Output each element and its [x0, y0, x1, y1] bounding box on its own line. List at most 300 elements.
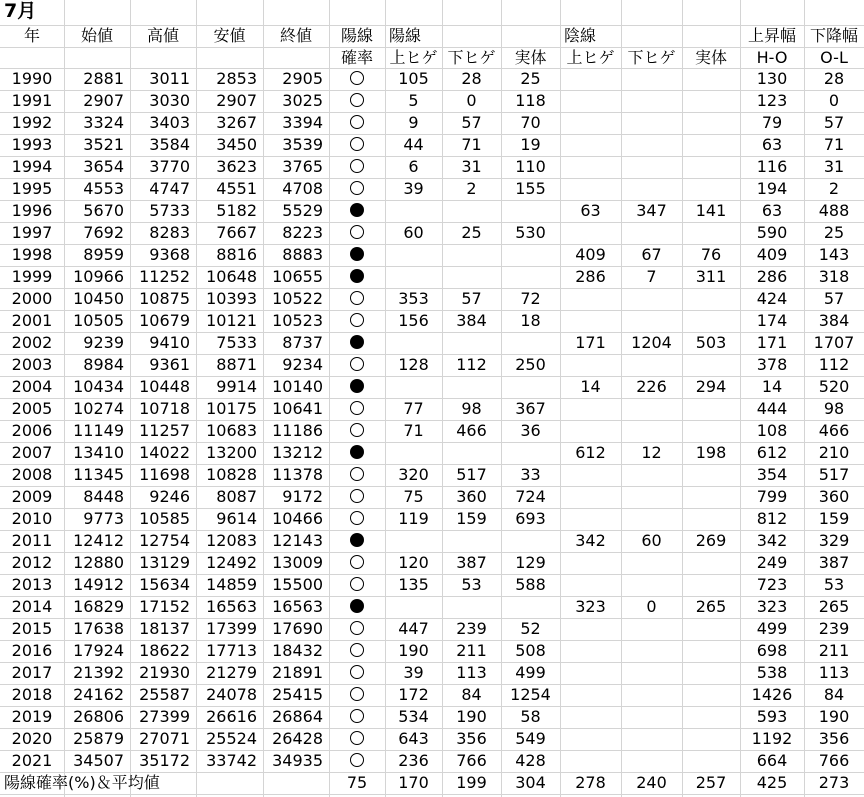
- data-cell[interactable]: 25: [520, 69, 541, 88]
- column-subheader[interactable]: 上ヒゲ: [566, 48, 615, 67]
- data-cell[interactable]: 119: [398, 509, 429, 528]
- data-cell[interactable]: 28: [823, 69, 845, 88]
- data-cell[interactable]: 5529: [282, 201, 323, 220]
- data-cell[interactable]: 25879: [73, 729, 124, 748]
- data-cell[interactable]: 12492: [206, 553, 257, 572]
- data-cell[interactable]: 10641: [272, 399, 323, 418]
- data-cell[interactable]: 353: [398, 289, 429, 308]
- year-cell[interactable]: 1999: [11, 267, 53, 286]
- candle-type-cell[interactable]: [329, 530, 385, 552]
- data-cell[interactable]: 113: [456, 663, 487, 682]
- data-cell[interactable]: 14859: [206, 575, 257, 594]
- data-cell[interactable]: 33: [520, 465, 541, 484]
- data-cell[interactable]: 12880: [73, 553, 124, 572]
- data-cell[interactable]: 3324: [83, 113, 124, 132]
- column-header[interactable]: 上昇幅: [747, 26, 796, 45]
- data-cell[interactable]: 3394: [282, 113, 323, 132]
- data-cell[interactable]: 534: [398, 707, 429, 726]
- data-cell[interactable]: 320: [398, 465, 429, 484]
- column-subheader[interactable]: H-O: [756, 48, 788, 67]
- year-cell[interactable]: 2005: [11, 399, 53, 418]
- column-subheader[interactable]: O-L: [820, 48, 848, 67]
- data-cell[interactable]: 724: [515, 487, 546, 506]
- candle-type-cell[interactable]: [329, 552, 385, 574]
- data-cell[interactable]: 39: [403, 179, 424, 198]
- data-cell[interactable]: 488: [818, 201, 850, 220]
- summary-value[interactable]: 170: [398, 773, 429, 792]
- data-cell[interactable]: 11257: [139, 421, 190, 440]
- data-cell[interactable]: 190: [818, 707, 850, 726]
- candle-type-cell[interactable]: [329, 288, 385, 310]
- data-cell[interactable]: 194: [756, 179, 788, 198]
- candle-type-cell[interactable]: [329, 574, 385, 596]
- data-cell[interactable]: 2: [466, 179, 477, 198]
- data-cell[interactable]: 31: [823, 157, 845, 176]
- data-cell[interactable]: 643: [398, 729, 429, 748]
- data-cell[interactable]: 239: [818, 619, 850, 638]
- data-cell[interactable]: 52: [520, 619, 541, 638]
- candle-type-cell[interactable]: [329, 200, 385, 222]
- data-cell[interactable]: 116: [756, 157, 788, 176]
- data-cell[interactable]: 159: [456, 509, 487, 528]
- data-cell[interactable]: 8984: [83, 355, 124, 374]
- data-cell[interactable]: 7667: [216, 223, 257, 242]
- candle-type-cell[interactable]: [329, 178, 385, 200]
- data-cell[interactable]: 10505: [73, 311, 124, 330]
- year-cell[interactable]: 2007: [11, 443, 53, 462]
- summary-value[interactable]: 425: [756, 773, 788, 792]
- data-cell[interactable]: 447: [398, 619, 429, 638]
- data-cell[interactable]: 108: [756, 421, 788, 440]
- data-cell[interactable]: 3025: [282, 91, 323, 110]
- data-cell[interactable]: 10466: [272, 509, 323, 528]
- data-cell[interactable]: 26428: [272, 729, 323, 748]
- data-cell[interactable]: 17152: [139, 597, 190, 616]
- year-cell[interactable]: 1992: [11, 113, 53, 132]
- data-cell[interactable]: 3654: [83, 157, 124, 176]
- column-header[interactable]: 年: [23, 26, 40, 45]
- data-cell[interactable]: 57: [823, 289, 845, 308]
- candle-type-cell[interactable]: [329, 618, 385, 640]
- data-cell[interactable]: 16563: [272, 597, 323, 616]
- data-cell[interactable]: 444: [756, 399, 788, 418]
- data-cell[interactable]: 156: [398, 311, 429, 330]
- year-cell[interactable]: 1998: [11, 245, 53, 264]
- data-cell[interactable]: 63: [761, 135, 783, 154]
- candle-type-cell[interactable]: [329, 486, 385, 508]
- data-cell[interactable]: 356: [818, 729, 850, 748]
- data-cell[interactable]: 9914: [216, 377, 257, 396]
- data-cell[interactable]: 17924: [73, 641, 124, 660]
- data-cell[interactable]: 44: [403, 135, 424, 154]
- data-cell[interactable]: 10679: [139, 311, 190, 330]
- data-cell[interactable]: 3267: [216, 113, 257, 132]
- column-subheader[interactable]: 確率: [340, 48, 373, 67]
- data-cell[interactable]: 588: [515, 575, 546, 594]
- year-cell[interactable]: 2009: [11, 487, 53, 506]
- data-cell[interactable]: 18: [520, 311, 541, 330]
- data-cell[interactable]: 269: [695, 531, 727, 550]
- data-cell[interactable]: 171: [575, 333, 606, 352]
- data-cell[interactable]: 3770: [149, 157, 190, 176]
- data-cell[interactable]: 4747: [149, 179, 190, 198]
- data-cell[interactable]: 356: [456, 729, 487, 748]
- data-cell[interactable]: 10448: [139, 377, 190, 396]
- data-cell[interactable]: 5733: [149, 201, 190, 220]
- column-header[interactable]: 終値: [279, 26, 312, 45]
- data-cell[interactable]: 190: [398, 641, 429, 660]
- candle-type-cell[interactable]: [329, 156, 385, 178]
- data-cell[interactable]: 198: [695, 443, 727, 462]
- column-header[interactable]: 陽線: [340, 26, 373, 45]
- data-cell[interactable]: 135: [398, 575, 429, 594]
- data-cell[interactable]: 3623: [216, 157, 257, 176]
- data-cell[interactable]: 11698: [139, 465, 190, 484]
- candle-type-cell[interactable]: [329, 354, 385, 376]
- data-cell[interactable]: 1204: [631, 333, 672, 352]
- data-cell[interactable]: 12754: [139, 531, 190, 550]
- candle-type-cell[interactable]: [329, 464, 385, 486]
- data-cell[interactable]: 2881: [83, 69, 124, 88]
- candle-type-cell[interactable]: [329, 508, 385, 530]
- candle-type-cell[interactable]: [329, 728, 385, 750]
- data-cell[interactable]: 7533: [216, 333, 257, 352]
- candle-type-cell[interactable]: [329, 68, 385, 90]
- column-header[interactable]: 安値: [213, 26, 246, 45]
- data-cell[interactable]: 10274: [73, 399, 124, 418]
- data-cell[interactable]: 10828: [206, 465, 257, 484]
- summary-value[interactable]: 278: [575, 773, 606, 792]
- data-cell[interactable]: 360: [456, 487, 487, 506]
- data-cell[interactable]: 367: [515, 399, 546, 418]
- data-cell[interactable]: 141: [695, 201, 727, 220]
- year-cell[interactable]: 2000: [11, 289, 53, 308]
- year-cell[interactable]: 2008: [11, 465, 53, 484]
- data-cell[interactable]: 39: [403, 663, 424, 682]
- summary-value[interactable]: 199: [456, 773, 487, 792]
- year-cell[interactable]: 2006: [11, 421, 53, 440]
- data-cell[interactable]: 10140: [272, 377, 323, 396]
- data-cell[interactable]: 9368: [149, 245, 190, 264]
- data-cell[interactable]: 25587: [139, 685, 190, 704]
- data-cell[interactable]: 378: [756, 355, 788, 374]
- data-cell[interactable]: 4551: [216, 179, 257, 198]
- data-cell[interactable]: 354: [756, 465, 788, 484]
- data-cell[interactable]: 10683: [206, 421, 257, 440]
- column-header[interactable]: 始値: [80, 26, 113, 45]
- candle-type-cell[interactable]: [329, 706, 385, 728]
- data-cell[interactable]: 409: [575, 245, 606, 264]
- data-cell[interactable]: 10121: [206, 311, 257, 330]
- data-cell[interactable]: 84: [461, 685, 482, 704]
- data-cell[interactable]: 0: [646, 597, 657, 616]
- year-cell[interactable]: 2019: [11, 707, 53, 726]
- data-cell[interactable]: 35172: [139, 751, 190, 770]
- data-cell[interactable]: 286: [756, 267, 788, 286]
- data-cell[interactable]: 360: [818, 487, 850, 506]
- candle-type-cell[interactable]: [329, 420, 385, 442]
- year-cell[interactable]: 2004: [11, 377, 53, 396]
- data-cell[interactable]: 57: [823, 113, 845, 132]
- data-cell[interactable]: 10718: [139, 399, 190, 418]
- data-cell[interactable]: 15634: [139, 575, 190, 594]
- data-cell[interactable]: 265: [818, 597, 850, 616]
- year-cell[interactable]: 1997: [11, 223, 53, 242]
- data-cell[interactable]: 18622: [139, 641, 190, 660]
- data-cell[interactable]: 25: [823, 223, 845, 242]
- data-cell[interactable]: 384: [456, 311, 487, 330]
- candle-type-cell[interactable]: [329, 662, 385, 684]
- data-cell[interactable]: 130: [756, 69, 788, 88]
- data-cell[interactable]: 15500: [272, 575, 323, 594]
- candle-type-cell[interactable]: [329, 398, 385, 420]
- year-cell[interactable]: 2010: [11, 509, 53, 528]
- data-cell[interactable]: 249: [756, 553, 788, 572]
- data-cell[interactable]: 8737: [282, 333, 323, 352]
- data-cell[interactable]: 239: [456, 619, 487, 638]
- data-cell[interactable]: 10434: [73, 377, 124, 396]
- data-cell[interactable]: 10585: [139, 509, 190, 528]
- data-cell[interactable]: 71: [823, 135, 845, 154]
- data-cell[interactable]: 3521: [83, 135, 124, 154]
- candle-type-cell[interactable]: [329, 684, 385, 706]
- year-cell[interactable]: 1994: [11, 157, 53, 176]
- column-header[interactable]: 陰線: [564, 26, 597, 45]
- data-cell[interactable]: 27071: [139, 729, 190, 748]
- data-cell[interactable]: 10648: [206, 267, 257, 286]
- data-cell[interactable]: 384: [818, 311, 850, 330]
- data-cell[interactable]: 530: [515, 223, 546, 242]
- data-cell[interactable]: 698: [756, 641, 788, 660]
- data-cell[interactable]: 766: [456, 751, 487, 770]
- year-cell[interactable]: 1993: [11, 135, 53, 154]
- data-cell[interactable]: 18137: [139, 619, 190, 638]
- data-cell[interactable]: 13200: [206, 443, 257, 462]
- data-cell[interactable]: 19: [520, 135, 541, 154]
- data-cell[interactable]: 12143: [272, 531, 323, 550]
- data-cell[interactable]: 129: [515, 553, 546, 572]
- data-cell[interactable]: 67: [641, 245, 662, 264]
- data-cell[interactable]: 24162: [73, 685, 124, 704]
- candle-type-cell[interactable]: [329, 112, 385, 134]
- year-cell[interactable]: 2016: [11, 641, 53, 660]
- data-cell[interactable]: 12412: [73, 531, 124, 550]
- data-cell[interactable]: 7: [646, 267, 657, 286]
- summary-value[interactable]: 304: [515, 773, 546, 792]
- data-cell[interactable]: 347: [636, 201, 667, 220]
- data-cell[interactable]: 14: [580, 377, 601, 396]
- data-cell[interactable]: 8223: [282, 223, 323, 242]
- data-cell[interactable]: 812: [756, 509, 788, 528]
- data-cell[interactable]: 10522: [272, 289, 323, 308]
- data-cell[interactable]: 63: [580, 201, 601, 220]
- data-cell[interactable]: 10450: [73, 289, 124, 308]
- data-cell[interactable]: 112: [818, 355, 850, 374]
- data-cell[interactable]: 123: [756, 91, 788, 110]
- data-cell[interactable]: 155: [515, 179, 546, 198]
- data-cell[interactable]: 6: [408, 157, 419, 176]
- data-cell[interactable]: 112: [456, 355, 487, 374]
- data-cell[interactable]: 13129: [139, 553, 190, 572]
- data-cell[interactable]: 424: [756, 289, 788, 308]
- data-cell[interactable]: 3403: [149, 113, 190, 132]
- data-cell[interactable]: 26616: [206, 707, 257, 726]
- data-cell[interactable]: 25: [461, 223, 482, 242]
- data-cell[interactable]: 60: [641, 531, 662, 550]
- data-cell[interactable]: 11378: [272, 465, 323, 484]
- candle-type-cell[interactable]: [329, 134, 385, 156]
- data-cell[interactable]: 118: [515, 91, 546, 110]
- year-cell[interactable]: 2003: [11, 355, 53, 374]
- data-cell[interactable]: 466: [456, 421, 487, 440]
- data-cell[interactable]: 9246: [149, 487, 190, 506]
- data-cell[interactable]: 17399: [206, 619, 257, 638]
- data-cell[interactable]: 11345: [73, 465, 124, 484]
- data-cell[interactable]: 9172: [282, 487, 323, 506]
- summary-label[interactable]: 陽線確率(%)＆平均値: [4, 773, 160, 792]
- data-cell[interactable]: 3030: [149, 91, 190, 110]
- candle-type-cell[interactable]: [329, 376, 385, 398]
- data-cell[interactable]: 2853: [216, 69, 257, 88]
- data-cell[interactable]: 60: [403, 223, 424, 242]
- data-cell[interactable]: 8283: [149, 223, 190, 242]
- data-cell[interactable]: 387: [456, 553, 487, 572]
- data-cell[interactable]: 9: [408, 113, 419, 132]
- data-cell[interactable]: 508: [515, 641, 546, 660]
- data-cell[interactable]: 17690: [272, 619, 323, 638]
- data-cell[interactable]: 323: [756, 597, 788, 616]
- data-cell[interactable]: 329: [818, 531, 850, 550]
- data-cell[interactable]: 172: [398, 685, 429, 704]
- data-cell[interactable]: 517: [818, 465, 850, 484]
- data-cell[interactable]: 311: [695, 267, 727, 286]
- data-cell[interactable]: 159: [818, 509, 850, 528]
- data-cell[interactable]: 211: [456, 641, 487, 660]
- data-cell[interactable]: 17713: [206, 641, 257, 660]
- data-cell[interactable]: 5182: [216, 201, 257, 220]
- data-cell[interactable]: 517: [456, 465, 487, 484]
- data-cell[interactable]: 18432: [272, 641, 323, 660]
- data-cell[interactable]: 70: [520, 113, 541, 132]
- data-cell[interactable]: 612: [756, 443, 788, 462]
- data-cell[interactable]: 409: [756, 245, 788, 264]
- data-cell[interactable]: 8883: [282, 245, 323, 264]
- year-cell[interactable]: 1996: [11, 201, 53, 220]
- data-cell[interactable]: 1707: [813, 333, 855, 352]
- data-cell[interactable]: 664: [756, 751, 788, 770]
- data-cell[interactable]: 387: [818, 553, 850, 572]
- data-cell[interactable]: 2907: [216, 91, 257, 110]
- candle-type-cell[interactable]: [329, 244, 385, 266]
- data-cell[interactable]: 34935: [272, 751, 323, 770]
- candle-type-cell[interactable]: [329, 640, 385, 662]
- data-cell[interactable]: 3539: [282, 135, 323, 154]
- data-cell[interactable]: 16829: [73, 597, 124, 616]
- data-cell[interactable]: 3765: [282, 157, 323, 176]
- data-cell[interactable]: 7692: [83, 223, 124, 242]
- data-cell[interactable]: 98: [461, 399, 482, 418]
- data-cell[interactable]: 323: [575, 597, 606, 616]
- data-cell[interactable]: 58: [520, 707, 541, 726]
- data-cell[interactable]: 9773: [83, 509, 124, 528]
- data-cell[interactable]: 12083: [206, 531, 257, 550]
- column-subheader[interactable]: 下ヒゲ: [447, 48, 496, 67]
- candle-type-cell[interactable]: [329, 332, 385, 354]
- data-cell[interactable]: 10655: [272, 267, 323, 286]
- data-cell[interactable]: 503: [695, 333, 727, 352]
- data-cell[interactable]: 26864: [272, 707, 323, 726]
- data-cell[interactable]: 190: [456, 707, 487, 726]
- data-cell[interactable]: 590: [756, 223, 788, 242]
- data-cell[interactable]: 31: [461, 157, 482, 176]
- data-cell[interactable]: 286: [575, 267, 606, 286]
- data-cell[interactable]: 9410: [149, 333, 190, 352]
- data-cell[interactable]: 538: [756, 663, 788, 682]
- data-cell[interactable]: 8816: [216, 245, 257, 264]
- data-cell[interactable]: 71: [403, 421, 424, 440]
- data-cell[interactable]: 12: [641, 443, 662, 462]
- data-cell[interactable]: 520: [818, 377, 850, 396]
- summary-value[interactable]: 240: [636, 773, 667, 792]
- column-subheader[interactable]: 上ヒゲ: [389, 48, 438, 67]
- data-cell[interactable]: 0: [466, 91, 477, 110]
- data-cell[interactable]: 499: [756, 619, 788, 638]
- data-cell[interactable]: 466: [818, 421, 850, 440]
- year-cell[interactable]: 1995: [11, 179, 53, 198]
- summary-value[interactable]: 273: [818, 773, 850, 792]
- data-cell[interactable]: 21891: [272, 663, 323, 682]
- year-cell[interactable]: 2013: [11, 575, 53, 594]
- data-cell[interactable]: 77: [403, 399, 424, 418]
- candle-type-cell[interactable]: [329, 222, 385, 244]
- summary-value[interactable]: 75: [346, 773, 368, 792]
- sheet-title[interactable]: 7月: [4, 0, 37, 22]
- data-cell[interactable]: 75: [403, 487, 424, 506]
- data-cell[interactable]: 766: [818, 751, 850, 770]
- data-cell[interactable]: 171: [756, 333, 788, 352]
- data-cell[interactable]: 105: [398, 69, 429, 88]
- data-cell[interactable]: 24078: [206, 685, 257, 704]
- data-cell[interactable]: 9234: [282, 355, 323, 374]
- data-cell[interactable]: 2907: [83, 91, 124, 110]
- data-cell[interactable]: 16563: [206, 597, 257, 616]
- data-cell[interactable]: 0: [828, 91, 840, 110]
- data-cell[interactable]: 34507: [73, 751, 124, 770]
- data-cell[interactable]: 71: [461, 135, 482, 154]
- year-cell[interactable]: 2001: [11, 311, 53, 330]
- data-cell[interactable]: 13009: [272, 553, 323, 572]
- data-cell[interactable]: 294: [695, 377, 727, 396]
- data-cell[interactable]: 4553: [83, 179, 124, 198]
- data-cell[interactable]: 11252: [139, 267, 190, 286]
- data-cell[interactable]: 210: [818, 443, 850, 462]
- year-cell[interactable]: 2017: [11, 663, 53, 682]
- data-cell[interactable]: 57: [461, 113, 482, 132]
- data-cell[interactable]: 9361: [149, 355, 190, 374]
- data-cell[interactable]: 1426: [751, 685, 793, 704]
- column-subheader[interactable]: 実体: [514, 48, 547, 67]
- data-cell[interactable]: 14022: [139, 443, 190, 462]
- data-cell[interactable]: 3584: [149, 135, 190, 154]
- data-cell[interactable]: 342: [756, 531, 788, 550]
- data-cell[interactable]: 2905: [282, 69, 323, 88]
- data-cell[interactable]: 128: [398, 355, 429, 374]
- summary-value[interactable]: 257: [695, 773, 727, 792]
- year-cell[interactable]: 2014: [11, 597, 53, 616]
- column-subheader[interactable]: 下ヒゲ: [627, 48, 676, 67]
- year-cell[interactable]: 2021: [11, 751, 53, 770]
- candle-type-cell[interactable]: [329, 442, 385, 464]
